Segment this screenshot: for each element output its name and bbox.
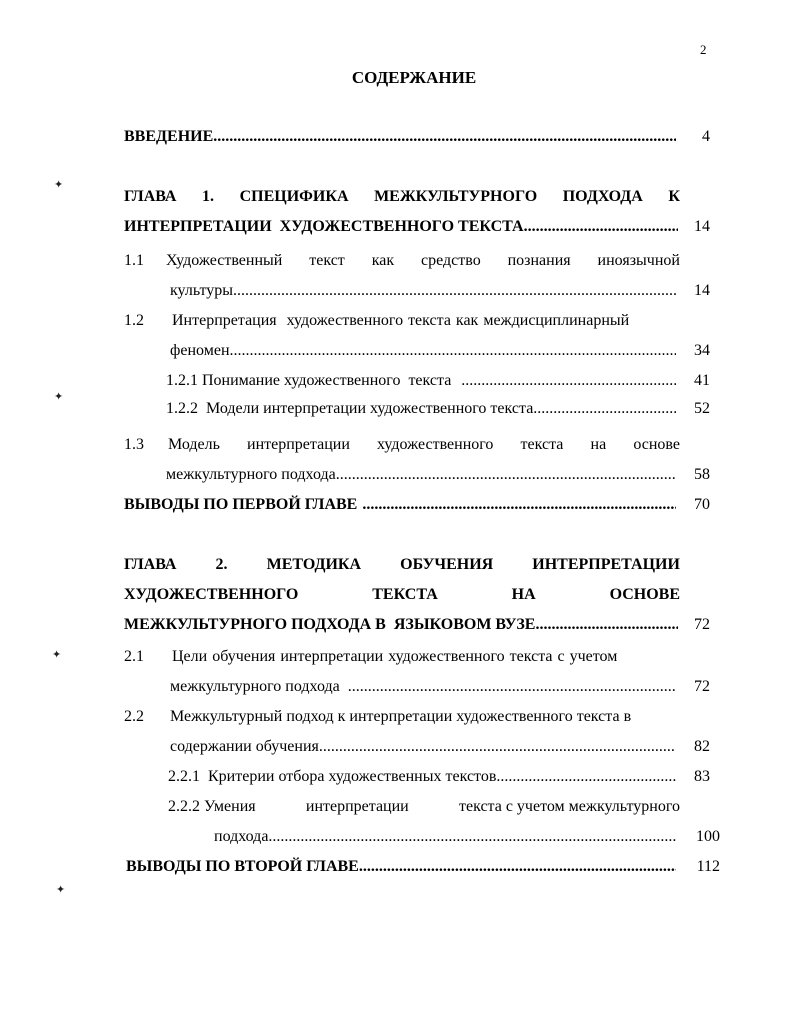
toc-entry-1-1-cont[interactable] [170,282,676,300]
section-number: 1.1 [124,252,144,269]
word: интерпретации [247,436,350,453]
toc-label: содержании обучения [170,738,319,755]
word: СПЕЦИФИКА [239,188,349,205]
toc-entry-1-1[interactable] [166,252,680,270]
scan-mark-icon: ✦ [56,884,66,896]
toc-label: МЕЖКУЛЬТУРНОГО ПОДХОДА В ЯЗЫКОВОМ ВУЗЕ [124,616,536,633]
toc-label: культуры [170,282,234,299]
toc-page-number: 100 [696,828,720,845]
toc-label: подхода [214,828,269,845]
word: интерпретации [305,798,409,815]
word: Модель [168,436,220,453]
word: К [668,188,680,205]
toc-page-number: 70 [694,496,710,513]
word: ГЛАВА [124,188,177,205]
toc-page-number: 58 [694,466,710,483]
word: 1. [202,188,215,205]
word: ИНТЕРПРЕТАЦИИ [532,556,680,573]
toc-entry-conclusion-1[interactable] [124,496,676,514]
toc-label: межкультурного подхода [166,466,336,483]
toc-label: ИНТЕРПРЕТАЦИИ ХУДОЖЕСТВЕННОГО ТЕКСТА [124,218,524,235]
toc-entry-2-2[interactable]: Межкультурный подход к интерпретации художественного текста в [170,708,632,725]
toc-entry-1-2-2[interactable] [166,400,676,418]
chapter-2-heading-line2[interactable] [124,586,680,604]
toc-entry-2-2-cont[interactable] [170,738,676,756]
word: текст [309,252,345,269]
dot-leader [496,768,676,786]
page-title: СОДЕРЖАНИЕ [351,68,477,87]
toc-page-number: 72 [694,616,710,633]
word: средство [421,252,481,269]
word: МЕТОДИКА [266,556,362,573]
toc-entry-chapter-1[interactable] [124,218,678,236]
dot-leader [319,738,676,756]
toc-entry-chapter-2[interactable] [124,616,678,634]
dot-leader [359,858,676,876]
toc-page-number: 52 [694,400,710,417]
page-number: 2 [700,42,707,57]
word: ПОДХОДА [562,188,643,205]
dot-leader [533,400,676,418]
toc-page-number: 41 [694,372,710,389]
word: текста [520,436,564,453]
toc-page-number: 14 [694,218,710,235]
toc-label: 2.2.1 Критерии отбора художественных текстов [168,768,497,785]
dot-leader [362,496,676,514]
dot-leader [230,342,676,360]
word: основе [633,436,680,453]
dot-leader [213,128,676,146]
word: ОСНОВЕ [609,586,680,603]
toc-entry-2-2-2[interactable] [168,798,680,816]
word: Художественный [166,252,283,269]
toc-page-number: 112 [696,858,720,875]
section-number: 1.3 [124,436,144,453]
toc-page-number: 14 [694,282,710,299]
toc-entry-1-2-cont[interactable] [170,342,676,360]
toc-label: феномен [170,342,230,359]
toc-entry-2-1[interactable]: Цели обучения интерпретации художественного текста с учетом [172,648,618,665]
toc-entry-1-3[interactable] [168,436,680,454]
word: познания [507,252,571,269]
word: художественного [377,436,494,453]
section-number: 2.1 [124,648,144,665]
dot-leader [524,218,678,236]
word: текста с учетом межкультурного [458,798,680,815]
toc-entry-2-2-2-cont[interactable] [214,828,676,846]
toc-page-number: 82 [694,738,710,755]
word: на [590,436,607,453]
dot-leader [268,828,676,846]
toc-label: 1.2.1 Понимание художественного текста [166,372,452,389]
toc-page-number: 83 [694,768,710,785]
word: ОБУЧЕНИЯ [400,556,494,573]
scan-mark-icon: ✦ [54,391,64,403]
chapter-1-heading[interactable] [124,188,680,206]
word: ГЛАВА [124,556,177,573]
dot-leader [233,282,676,300]
toc-label: ВЫВОДЫ ПО ПЕРВОЙ ГЛАВЕ [124,496,358,513]
toc-label: ВЫВОДЫ ПО ВТОРОЙ ГЛАВЕ [126,858,359,875]
word: ТЕКСТА [372,586,438,603]
section-number: 2.2 [124,708,144,725]
toc-entry-1-2-1[interactable] [166,372,676,390]
toc-entry-1-3-cont[interactable] [166,466,676,484]
word: МЕЖКУЛЬТУРНОГО [374,188,538,205]
toc-label: межкультурного подхода [170,678,340,695]
toc-entry-2-1-cont[interactable] [170,678,676,696]
scan-mark-icon: ✦ [52,649,62,661]
word: иноязычной [597,252,680,269]
chapter-2-heading[interactable] [124,556,680,574]
word: ХУДОЖЕСТВЕННОГО [124,586,299,603]
toc-entry-introduction[interactable] [124,128,676,146]
dot-leader [461,372,676,390]
toc-page-number: 4 [702,128,710,145]
word: 2. [215,556,228,573]
dot-leader [535,616,678,634]
toc-label: ВВЕДЕНИЕ [124,128,214,145]
word: как [371,252,395,269]
toc-label: 1.2.2 Модели интерпретации художественного текста [166,400,534,417]
toc-entry-conclusion-2[interactable] [126,858,676,876]
dot-leader [348,678,676,696]
word: НА [511,586,536,603]
toc-page-number: 34 [694,342,710,359]
dot-leader [336,466,676,484]
toc-entry-1-2[interactable]: Интерпретация художественного текста как междисциплинарный [172,312,630,329]
scan-mark-icon: ✦ [54,179,64,191]
section-number: 1.2 [124,312,144,329]
toc-entry-2-2-1[interactable] [168,768,676,786]
word: 2.2.2 Умения [168,798,256,815]
toc-page-number: 72 [694,678,710,695]
